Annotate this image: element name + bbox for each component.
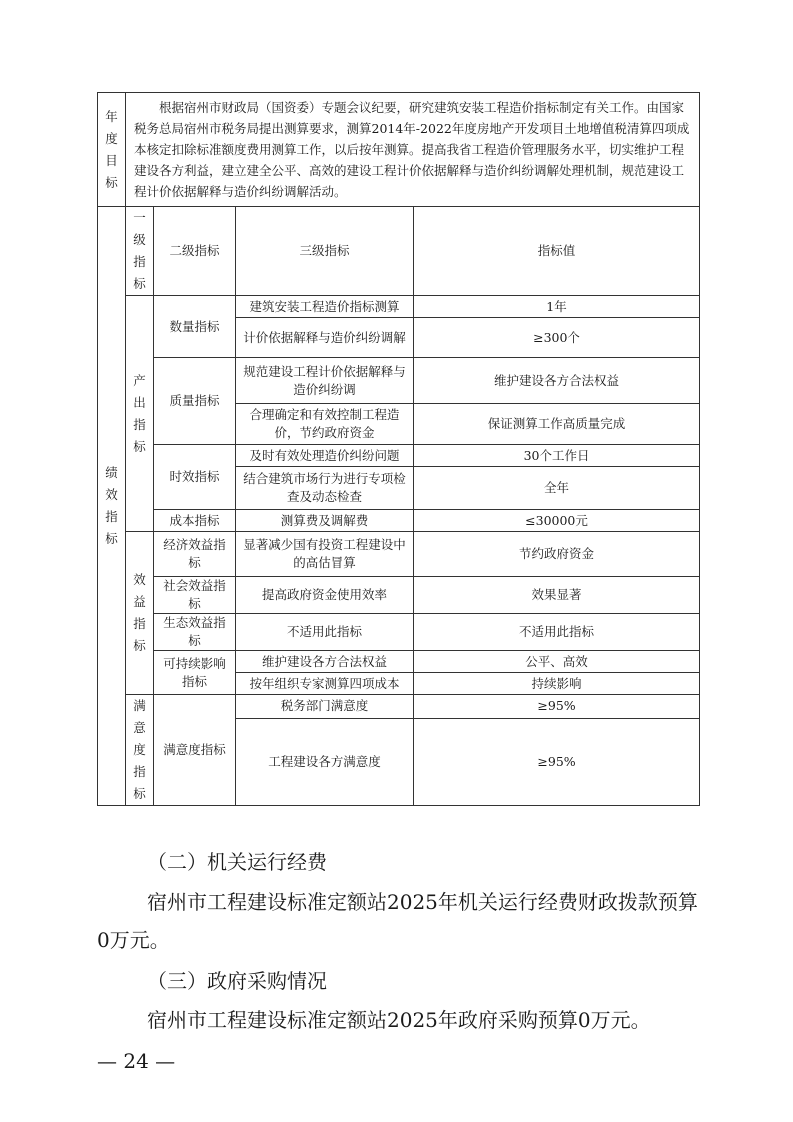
row-value: 1年 — [414, 296, 700, 318]
row-l3: 不适用此指标 — [236, 614, 414, 651]
row-l3: 计价依据解释与造价纠纷调解 — [236, 318, 414, 358]
row-l3: 按年组织专家测算四项成本 — [236, 673, 414, 695]
performance-table — [97, 92, 700, 806]
row-l3: 测算费及调解费 — [236, 510, 414, 532]
row-l2: 经济效益指标 — [154, 532, 236, 577]
row-value: 效果显著 — [414, 577, 700, 614]
goal-label: 年度目标 — [98, 93, 126, 207]
row-l3: 及时有效处理造价纠纷问题 — [236, 445, 414, 467]
row-l3: 维护建设各方合法权益 — [236, 651, 414, 673]
row-value: ≥300个 — [414, 318, 700, 358]
row-value: 公平、高效 — [414, 651, 700, 673]
row-value: 30个工作日 — [414, 445, 700, 467]
row-value: ≥95% — [414, 718, 700, 805]
section3-heading: （三）政府采购情况 — [147, 969, 327, 993]
row-l3: 工程建设各方满意度 — [236, 718, 414, 805]
output-label: 产出指标 — [126, 296, 154, 532]
row-l3: 建筑安装工程造价指标测算 — [236, 296, 414, 318]
row-l2: 成本指标 — [154, 510, 236, 532]
row-value: 维护建设各方合法权益 — [414, 358, 700, 404]
page-number: — 24 — — [97, 1049, 176, 1073]
section2-heading: （二）机关运行经费 — [147, 850, 327, 874]
row-l2: 数量指标 — [154, 296, 236, 358]
row-l2: 质量指标 — [154, 358, 236, 445]
row-l2: 可持续影响指标 — [154, 651, 236, 695]
header-level3: 三级指标 — [236, 207, 414, 296]
benefit-label: 效益指标 — [126, 532, 154, 695]
row-value: 保证测算工作高质量完成 — [414, 404, 700, 445]
goal-text: 根据宿州市财政局（国资委）专题会议纪要，研究建筑安装工程造价指标制定有关工作。由国家税务总局宿州市税务局提出测算要求，测算2014年-2022年度房地产开发项目土地增值税清算四项成本核定扣除标准额度费用测算工作，以后按年测算。提高我省工程造价管理服务水平，切实维护工程建设各方利益，建立建全公平、高效的建设工程计价依据解释与造价纠纷调解处理机制，规范建设工程计价依据解释与造价纠纷调解活动。 — [126, 93, 700, 207]
row-value: 持续影响 — [414, 673, 700, 695]
section3-body: 宿州市工程建设标准定额站2025年政府采购预算0万元。 — [147, 1008, 651, 1032]
row-l3: 税务部门满意度 — [236, 695, 414, 719]
row-l3: 规范建设工程计价依据解释与造价纠纷调 — [236, 358, 414, 404]
row-l3: 提高政府资金使用效率 — [236, 577, 414, 614]
row-l2: 生态效益指标 — [154, 614, 236, 651]
row-value: 不适用此指标 — [414, 614, 700, 651]
row-l2: 社会效益指标 — [154, 577, 236, 614]
row-value: ≤30000元 — [414, 510, 700, 532]
row-value: 全年 — [414, 467, 700, 510]
row-value: ≥95% — [414, 695, 700, 719]
row-l2: 满意度指标 — [154, 695, 236, 806]
header-level1: 一级指标 — [126, 207, 154, 296]
row-l3: 合理确定和有效控制工程造价，节约政府资金 — [236, 404, 414, 445]
header-value: 指标值 — [414, 207, 700, 296]
row-l3: 结合建筑市场行为进行专项检查及动态检查 — [236, 467, 414, 510]
perf-label: 绩效指标 — [98, 207, 126, 806]
row-l2: 时效指标 — [154, 445, 236, 510]
row-l3: 显著减少国有投资工程建设中的高估冒算 — [236, 532, 414, 577]
header-level2: 二级指标 — [154, 207, 236, 296]
satisfaction-label: 满意度指标 — [126, 695, 154, 806]
row-value: 节约政府资金 — [414, 532, 700, 577]
section2-body: 宿州市工程建设标准定额站2025年机关运行经费财政拨款预算0万元。 — [97, 890, 698, 952]
